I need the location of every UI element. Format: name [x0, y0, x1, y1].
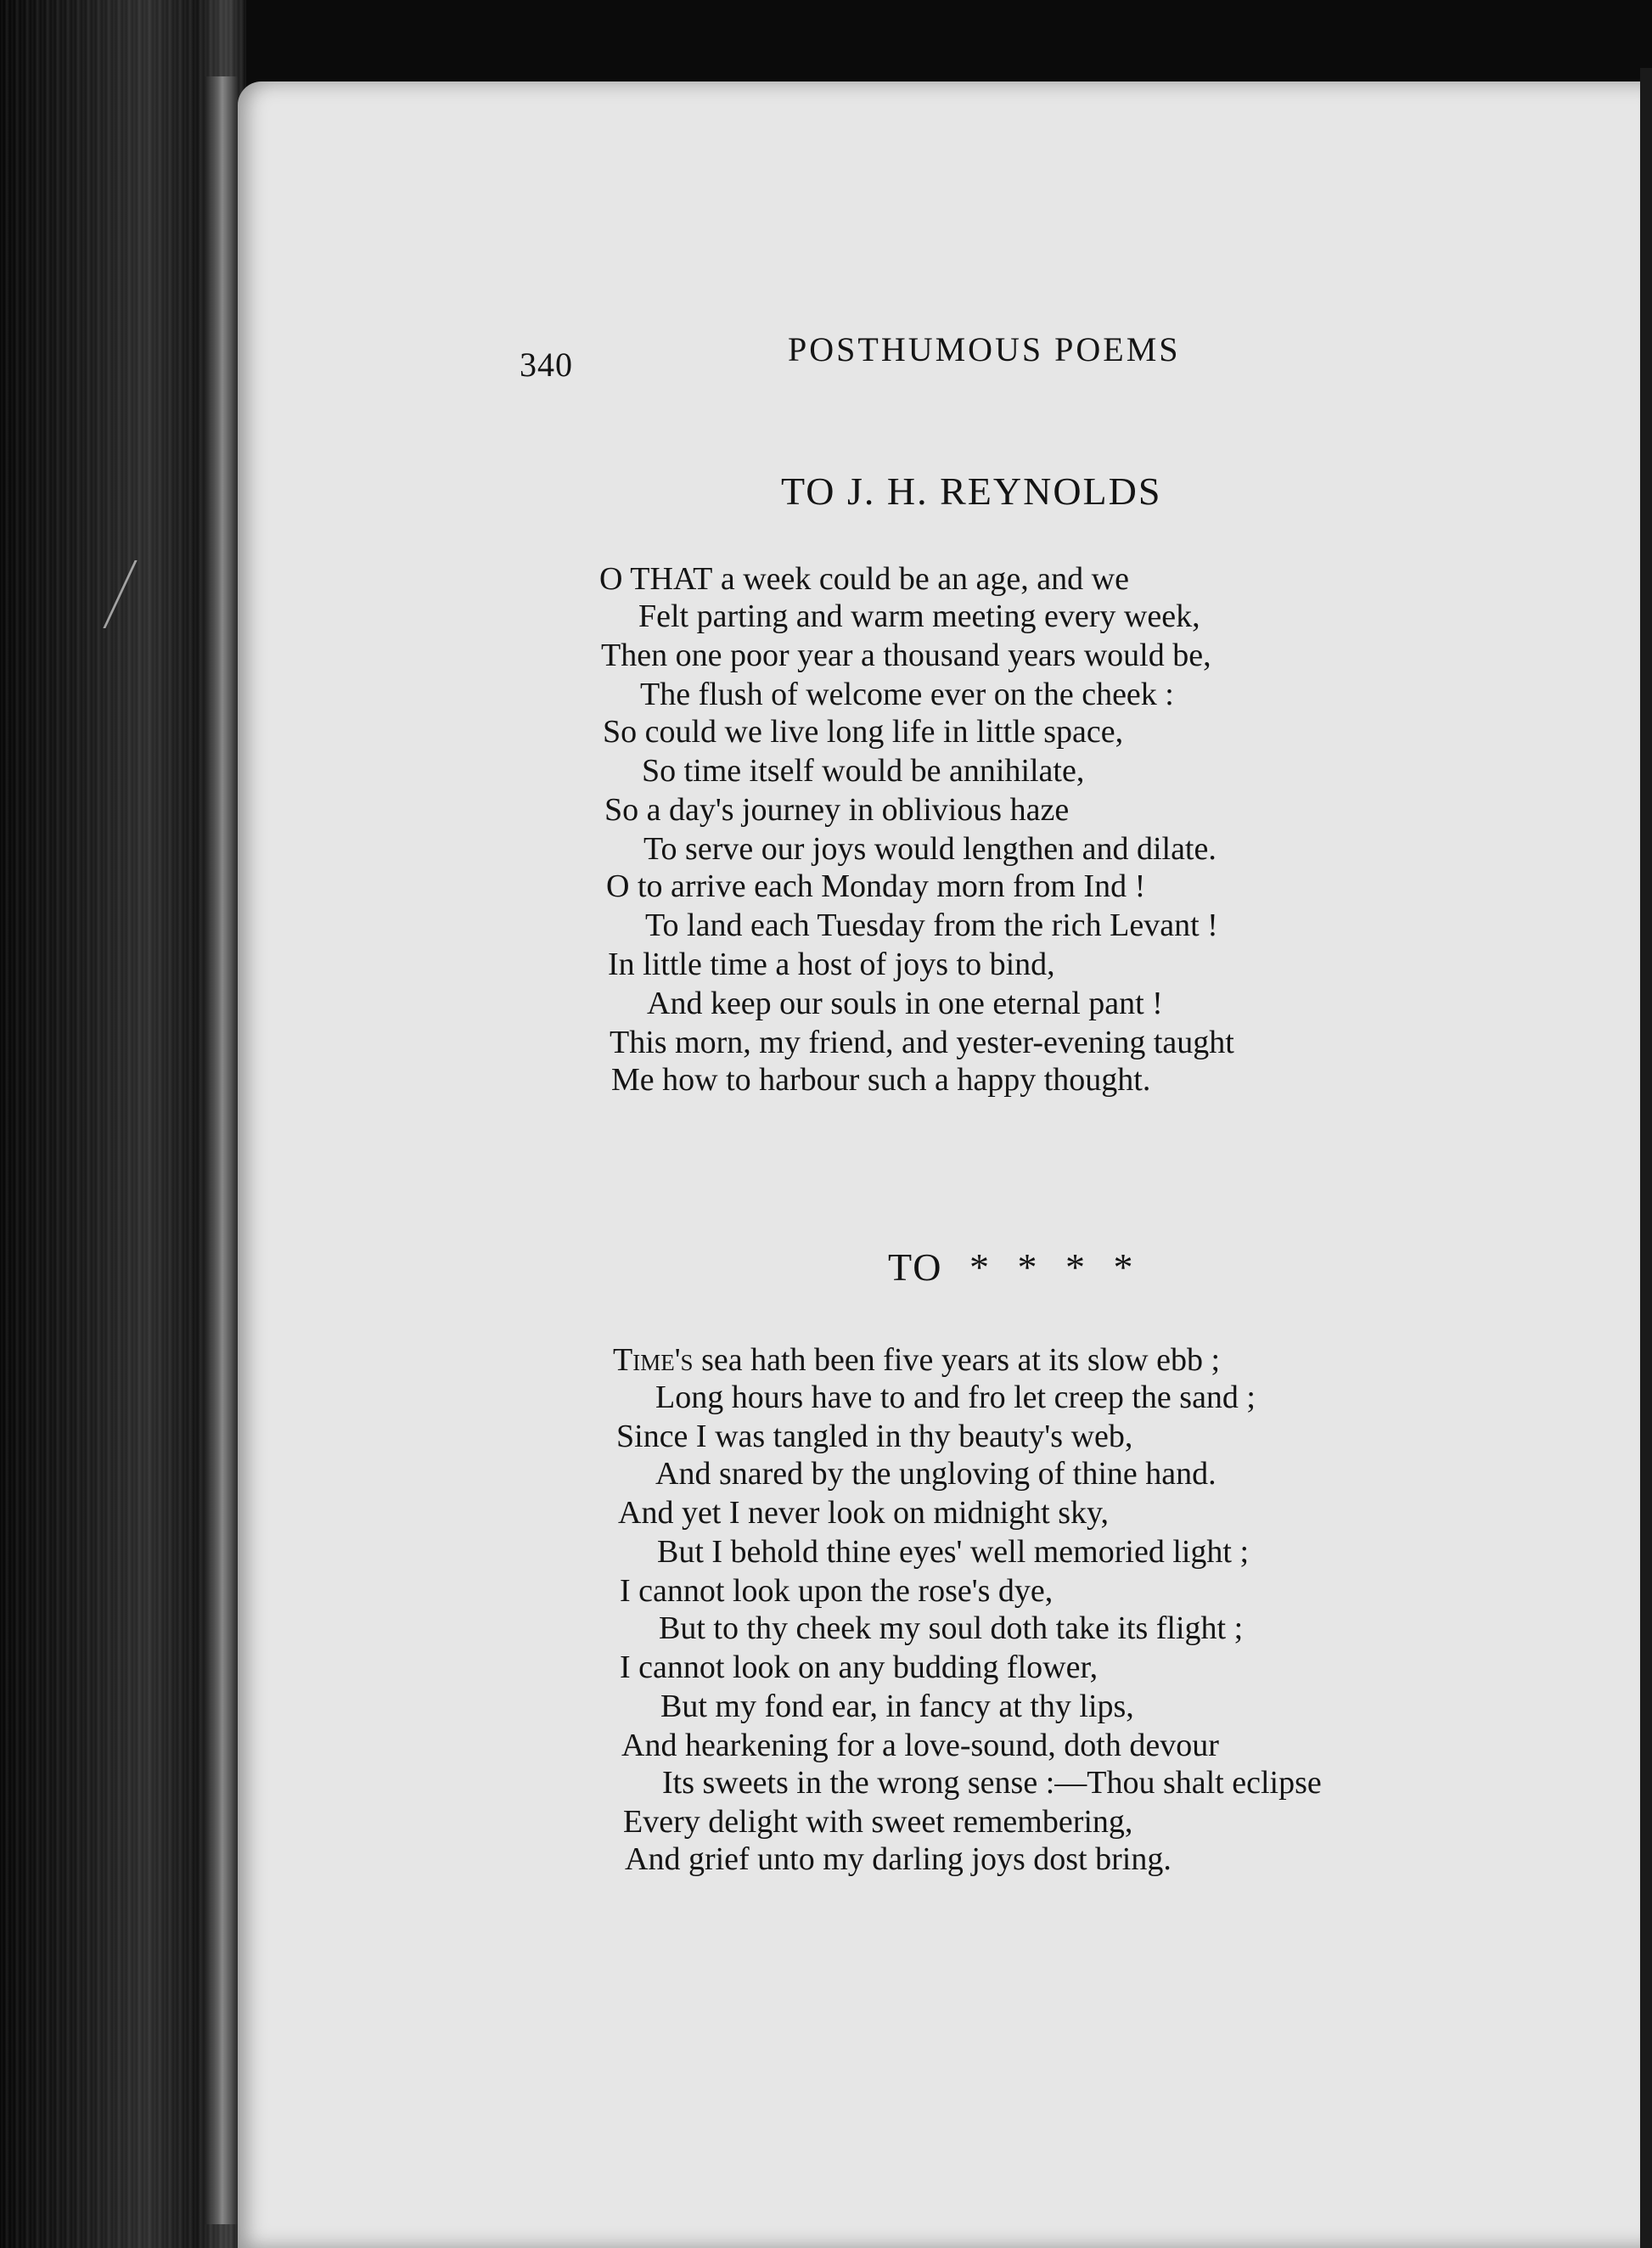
poem-line: To serve our joys would lengthen and dilate.: [643, 831, 1217, 867]
poem-line: [613, 1341, 1220, 1379]
poem-line: [599, 560, 1129, 598]
poem-line: O to arrive each Monday morn from Ind !: [606, 868, 1146, 904]
poem-line: And snared by the ungloving of thine hand.: [655, 1456, 1217, 1492]
poem-line-text: sea hath been five years at its slow ebb ;: [693, 1342, 1221, 1378]
poem-title-reynolds: TO J. H. REYNOLDS: [781, 469, 1162, 513]
poem-line: To land each Tuesday from the rich Levant !: [645, 908, 1218, 943]
page-paper: [238, 81, 1652, 2248]
poem-line: I cannot look upon the rose's dye,: [620, 1573, 1054, 1609]
poem-title-to-asterisks: TO * * * *: [888, 1245, 1135, 1289]
poem-line-text: a week could be an age, and we: [712, 561, 1129, 597]
poem-line: And grief unto my darling joys dost bring.: [625, 1841, 1172, 1877]
scan-border: [1640, 68, 1652, 2248]
poem-line: In little time a host of joys to bind,: [608, 947, 1055, 982]
poem-line: But my fond ear, in fancy at thy lips,: [660, 1689, 1134, 1724]
poem-line: But to thy cheek my soul doth take its flight ;: [659, 1610, 1244, 1646]
poem-line: Me how to harbour such a happy thought.: [611, 1062, 1151, 1098]
page-block-edge: [204, 76, 238, 2224]
poem-line: So could we live long life in little space,: [603, 714, 1124, 750]
poem-first-word: Time's: [613, 1342, 694, 1378]
poem-line: So a day's journey in oblivious haze: [604, 792, 1070, 828]
poem-line: Its sweets in the wrong sense :—Thou shalt eclipse: [662, 1765, 1322, 1801]
poem-line: And keep our souls in one eternal pant !: [647, 986, 1163, 1021]
poem-line: I cannot look on any budding flower,: [620, 1649, 1099, 1685]
poem-line: Long hours have to and fro let creep the sand ;: [655, 1380, 1256, 1415]
poem-line: The flush of welcome ever on the cheek :: [640, 677, 1174, 712]
poem-line: And yet I never look on midnight sky,: [618, 1495, 1110, 1531]
poem-line: Since I was tangled in thy beauty's web,: [616, 1419, 1133, 1454]
poem-line: This morn, my friend, and yester-evening taught: [610, 1025, 1234, 1060]
poem-first-word: O THAT: [599, 561, 713, 597]
poem-line: Felt parting and warm meeting every week,: [638, 599, 1200, 634]
poem-line: Then one poor year a thousand years would be,: [601, 638, 1211, 673]
poem-line: But I behold thine eyes' well memoried light ;: [657, 1534, 1250, 1570]
poem-line: Every delight with sweet remembering,: [623, 1804, 1133, 1840]
poem-line: So time itself would be annihilate,: [642, 753, 1085, 789]
page-number: 340: [520, 346, 573, 384]
running-title: POSTHUMOUS POEMS: [788, 330, 1181, 368]
poem-line: And hearkening for a love-sound, doth devour: [621, 1728, 1219, 1763]
